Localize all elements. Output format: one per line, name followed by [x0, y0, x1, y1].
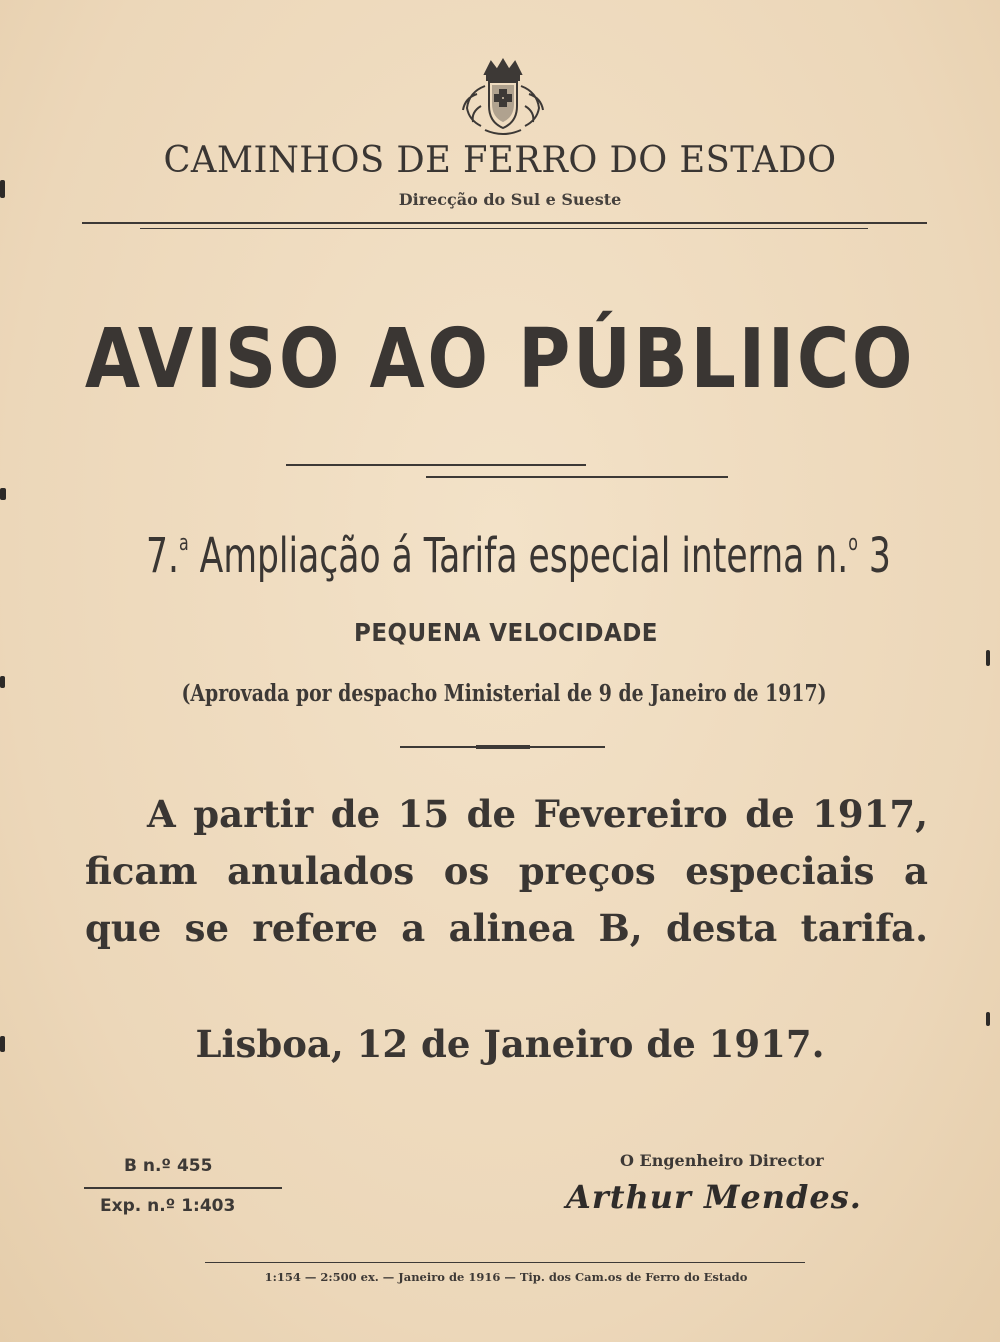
edge-mark — [0, 1036, 5, 1052]
notice-body: A partir de 15 de Fevereiro de 1917, ficam anulados os preços especiais a que se refere a alinea B, desta tarifa. — [85, 792, 928, 950]
director-signature: Arthur Mendes. — [566, 1178, 862, 1216]
imprint-rule — [205, 1262, 805, 1263]
tariff-ordinal-sup: a — [178, 531, 189, 556]
title-rule-bottom — [426, 476, 728, 478]
notice-title: AVISO AO PÚBLIICO — [84, 312, 916, 407]
edge-mark — [986, 650, 990, 666]
directorate-name: Direcção do Sul e Sueste — [398, 190, 622, 209]
tariff-number-sup: o — [848, 531, 858, 556]
tariff-heading — [146, 528, 891, 584]
b-number: B n.º 455 — [124, 1156, 213, 1176]
speed-class: PEQUENA VELOCIDADE — [354, 618, 658, 647]
exp-number: Exp. n.º 1:403 — [100, 1196, 236, 1216]
place-date: Lisboa, 12 de Janeiro de 1917. — [195, 1022, 825, 1066]
header-rule — [82, 222, 927, 224]
portuguese-royal-crest-icon — [455, 56, 551, 140]
edge-mark — [0, 488, 6, 500]
edge-mark — [0, 180, 5, 198]
edge-mark — [986, 1012, 990, 1026]
director-title: O Engenheiro Director — [620, 1151, 824, 1170]
printer-imprint: 1:154 — 2:500 ex. — Janeiro de 1916 — Tip. dos Cam.os de Ferro do Estado — [264, 1270, 748, 1284]
approval-note: (Aprovada por despacho Ministerial de 9 de Janeiro de 1917) — [181, 680, 827, 707]
title-rule-top — [286, 464, 586, 466]
tariff-ordinal: 7. — [146, 528, 179, 584]
railway-name: CAMINHOS DE FERRO DO ESTADO — [163, 140, 837, 181]
reference-rule — [84, 1187, 282, 1189]
tariff-text: Ampliação á Tarifa especial interna n. — [199, 528, 849, 584]
approval-rule-center — [476, 745, 530, 749]
edge-mark — [0, 676, 5, 688]
header-rule-thin — [140, 228, 868, 229]
tariff-number: 3 — [868, 528, 891, 584]
